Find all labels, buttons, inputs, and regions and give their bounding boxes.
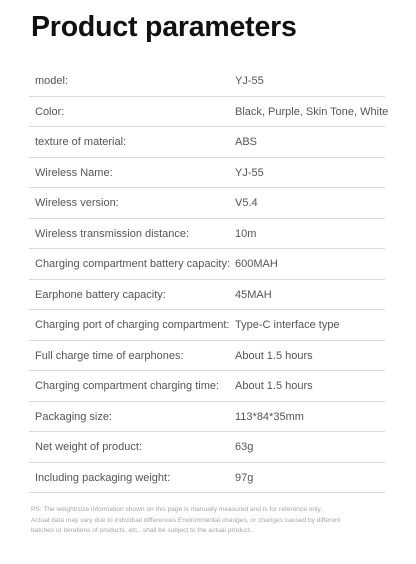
- param-value: About 1.5 hours: [235, 349, 313, 362]
- param-label: Charging compartment battery capacity:: [35, 258, 231, 270]
- disclaimer-line: batches or iterations of products, etc., shall be subject to the actual product.: [31, 527, 252, 534]
- page-title: Product parameters: [31, 11, 297, 43]
- param-label: Wireless Name:: [35, 166, 113, 179]
- param-label: model:: [35, 75, 69, 87]
- disclaimer-note: [31, 505, 383, 537]
- disclaimer-line: Actual data may vary due to individual differences Environmental changes, or changes caused by different: [31, 516, 341, 524]
- param-value: 600MAH: [235, 258, 278, 270]
- param-value: ABS: [235, 136, 258, 148]
- param-row-model: [29, 66, 385, 97]
- param-label: Including packaging weight:: [35, 471, 171, 484]
- param-value: YJ-55: [235, 166, 264, 179]
- param-value: 63g: [235, 441, 254, 453]
- param-label: Net weight of product:: [35, 441, 143, 453]
- param-row-charging-port: [29, 310, 385, 341]
- param-label: Packaging size:: [35, 410, 113, 423]
- param-value: About 1.5 hours: [235, 380, 313, 392]
- param-value: 113*84*35mm: [235, 410, 304, 423]
- param-row-material: [29, 127, 385, 158]
- param-label: Wireless version:: [35, 197, 119, 209]
- param-row-earphone-charge-time: [29, 341, 385, 372]
- param-value: 45MAH: [235, 288, 272, 301]
- param-label: Charging compartment charging time:: [35, 380, 220, 392]
- param-label: Color:: [35, 105, 65, 118]
- param-row-packaging-weight: [29, 463, 385, 494]
- param-row-wireless-version: [29, 188, 385, 219]
- param-value: YJ-55: [235, 75, 264, 87]
- param-row-wireless-name: [29, 158, 385, 189]
- param-value: 97g: [235, 471, 254, 484]
- param-label: Wireless transmission distance:: [35, 227, 190, 240]
- disclaimer-line: PS: The weight/size information shown on this page is manually measured and is for reference only.: [31, 506, 323, 513]
- param-label: texture of material:: [35, 136, 127, 148]
- param-row-earphone-battery: [29, 280, 385, 311]
- param-row-net-weight: [29, 432, 385, 463]
- param-label: Charging port of charging compartment:: [35, 319, 230, 331]
- parameters-table: [29, 66, 389, 493]
- param-row-packaging-size: [29, 402, 385, 433]
- param-label: Earphone battery capacity:: [35, 288, 166, 301]
- param-row-case-charge-time: [29, 371, 385, 402]
- param-value: Type-C interface type: [235, 319, 340, 331]
- param-value: V5.4: [235, 197, 258, 209]
- param-value: 10m: [235, 227, 257, 240]
- param-row-transmission-distance: [29, 219, 385, 250]
- param-row-color: [29, 97, 389, 128]
- param-value: Black, Purple, Skin Tone, White: [235, 105, 389, 118]
- param-label: Full charge time of earphones:: [35, 349, 184, 362]
- param-row-case-battery: [29, 249, 385, 280]
